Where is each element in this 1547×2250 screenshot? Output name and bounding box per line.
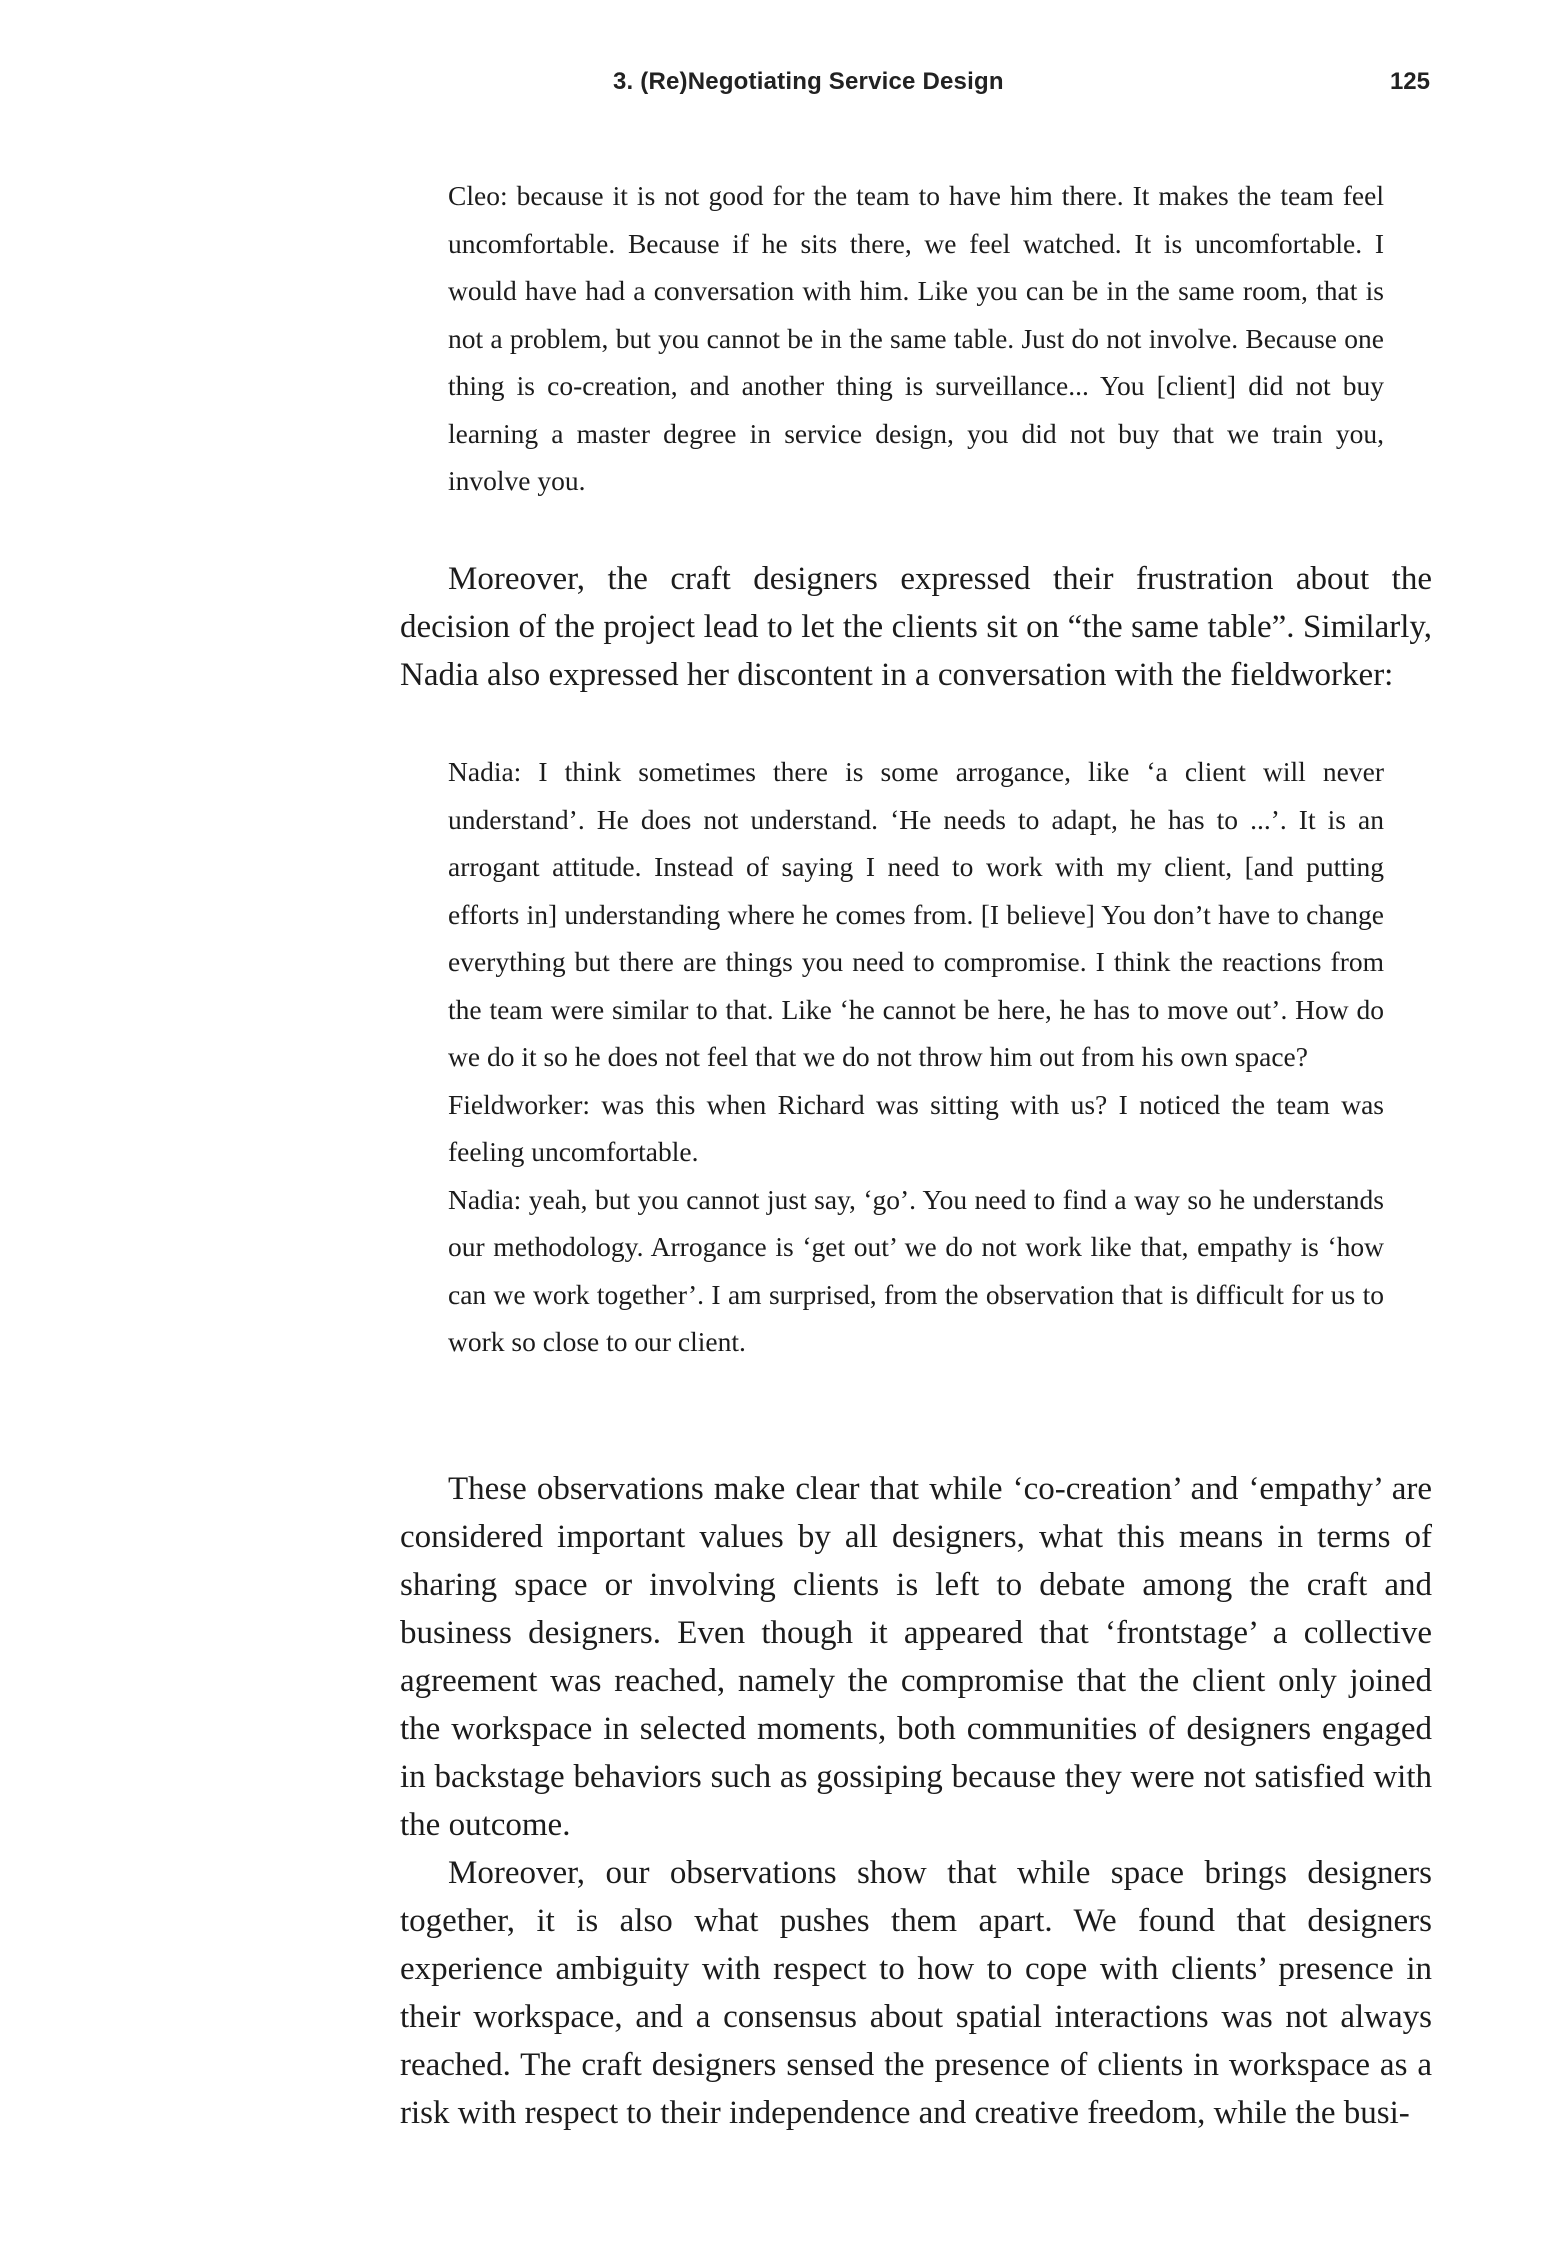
quote-nadia-second: Nadia: yeah, but you cannot just say, ‘go’. You need to find a way so he understands our methodology. Arrogance is ‘get out’ we do not work like that, empathy is ‘how can we work together’. I am surprised, from the observation that is difficult for us to work so close to our client.: [448, 1183, 1384, 1357]
quote-cleo-text: Cleo: because it is not good for the team to have him there. It makes the team feel uncomfortable. Because if he sits there, we feel watched. It is uncomfortable. I would have had a conversation with him. Like you can be in the same room, that is not a problem, but you cannot be in the same table. Just do not involve. Because one thing is co-creation, and another thing is surveillance... You [client] did not buy learning a master degree in service design, you did not buy that we train you, involve you.: [448, 180, 1384, 496]
page-number: 125: [1389, 68, 1430, 95]
body-paragraph: [400, 555, 1432, 699]
paragraph-text: Moreover, the craft designers expressed their frustration about the decision of the project lead to let the clients sit on “the same table”. Similarly, Nadia also expressed her discontent in a conversation with the fieldworker:: [400, 561, 1432, 693]
running-header: [400, 68, 1430, 104]
body-paragraph: [400, 1849, 1432, 2137]
body-paragraph: [400, 1465, 1432, 1849]
interview-quote-nadia: [448, 748, 1384, 1366]
interview-quote-cleo: [448, 172, 1384, 505]
paragraph-text: Moreover, our observations show that while space brings designers together, it is also what pushes them apart. We found that designers experience ambiguity with respect to how to cope with clients’ presence in their workspace, and a consensus about spatial interactions was not always reached. The craft designers sensed the presence of clients in workspace as a risk with respect to their independence and creative freedom, while the busi-: [400, 1855, 1432, 2131]
paragraph-text: These observations make clear that while ‘co-creation’ and ‘empathy’ are considered important values by all designers, what this means in terms of sharing space or involving clients is left to debate among the craft and business designers. Even though it appeared that ‘frontstage’ a collective agreement was reached, namely the compromise that the client only joined the workspace in selected moments, both communities of designers engaged in backstage behaviors such as gossiping because they were not satisfied with the outcome.: [400, 1471, 1432, 1843]
quote-fieldworker: Fieldworker: was this when Richard was sitting with us? I noticed the team was feeling uncomfortable.: [448, 1088, 1384, 1167]
quote-nadia-first: Nadia: I think sometimes there is some arrogance, like ‘a client will never understand’. He does not understand. ‘He needs to adapt, he has to ...’. It is an arrogant attitude. Instead of saying I need to work with my client, [and putting efforts in] understanding where he comes from. [I believe] You don’t have to change everything but there are things you need to compromise. I think the reactions from the team were similar to that. Like ‘he cannot be here, he has to move out’. How do we do it so he does not feel that we do not throw him out from his own space?: [448, 756, 1384, 1072]
chapter-title: 3. (Re)Negotiating Service Design: [613, 68, 1004, 95]
